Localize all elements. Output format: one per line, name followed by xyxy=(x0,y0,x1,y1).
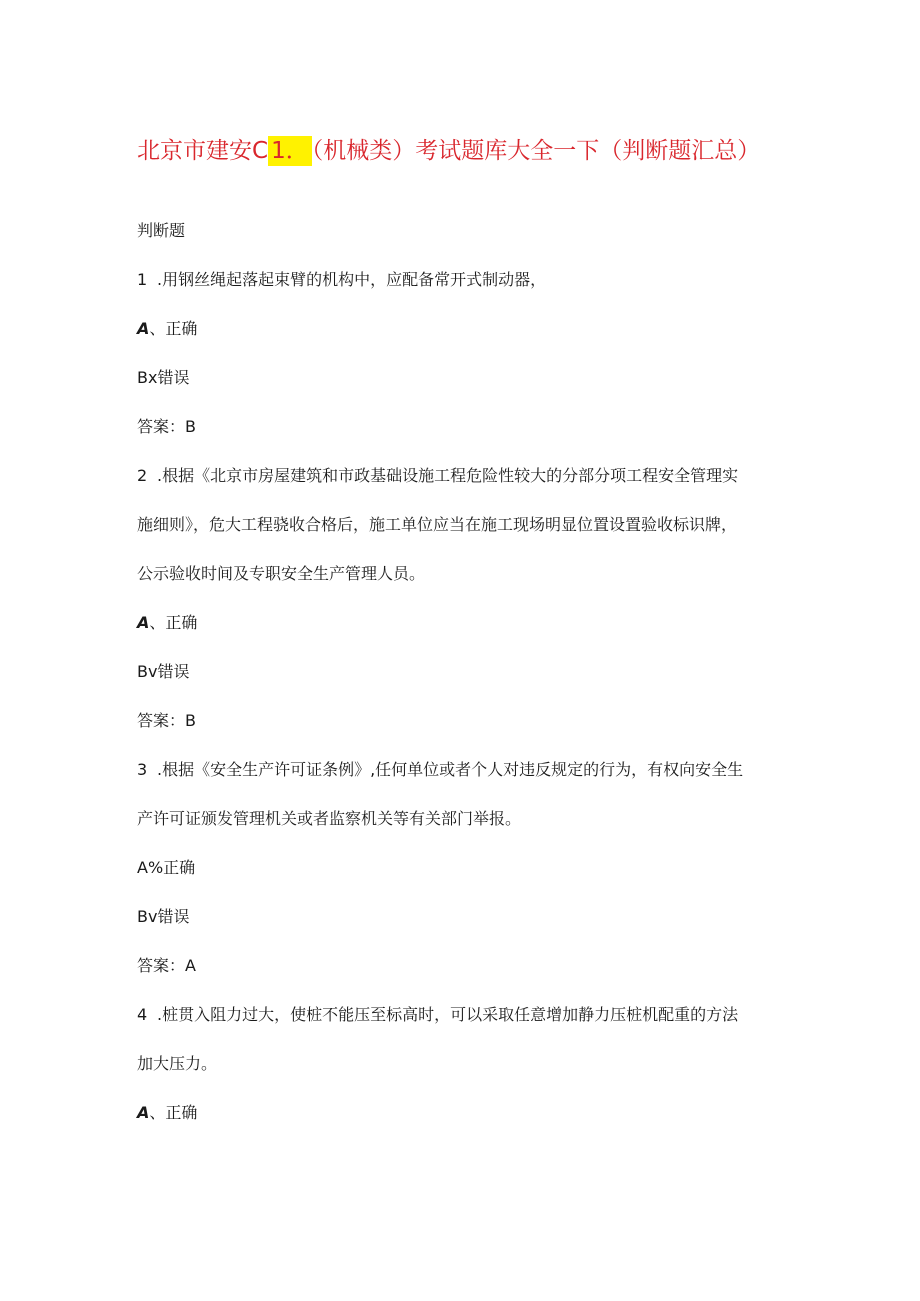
document-title xyxy=(137,133,837,169)
question-3-text-1: .根据《安全生产许可证条例》,任何单位或者个人对违反规定的行为，有权向安全生 xyxy=(157,760,744,779)
question-2-text-1: .根据《北京市房屋建筑和市政基础设施工程危险性较大的分部分项工程安全管理实 xyxy=(157,466,739,485)
question-3-answer: 答案：A xyxy=(137,956,196,975)
question-1-number: 1 xyxy=(137,270,148,289)
question-2-answer: 答案：B xyxy=(137,711,196,730)
question-1-option-a-text: 、正确 xyxy=(149,319,198,338)
question-1-answer: 答案：B xyxy=(137,417,196,436)
question-3-option-a: A%正确 xyxy=(137,858,196,877)
question-3-option-b: Bv错误 xyxy=(137,907,190,926)
question-2-line-1 xyxy=(137,464,738,488)
question-1-option-a xyxy=(137,317,197,341)
question-2-line-3: 公示验收时间及专职安全生产管理人员。 xyxy=(137,564,426,583)
question-4-option-a-text: 、正确 xyxy=(149,1103,198,1122)
question-1-text: .用钢丝绳起落起束臂的机构中，应配备常开式制动器， xyxy=(157,270,547,289)
title-part-1: 北京市建安C xyxy=(137,138,269,164)
question-3-number: 3 xyxy=(137,760,148,779)
question-2-number: 2 xyxy=(137,466,148,485)
question-1-option-b: Bx错误 xyxy=(137,368,190,387)
question-2-option-a-letter: A xyxy=(137,613,150,632)
title-part-2: （机械类）考试题库大全一下（判断题汇总） xyxy=(311,138,761,164)
question-4-option-a xyxy=(137,1101,197,1125)
title-highlight: 1． xyxy=(268,136,312,166)
question-4-number: 4 xyxy=(137,1005,148,1024)
question-3-line-1 xyxy=(137,758,743,782)
question-2-option-a-text: 、正确 xyxy=(149,613,198,632)
question-1-line-1 xyxy=(137,268,546,292)
question-3-line-2: 产许可证颁发管理机关或者监察机关等有关部门举报。 xyxy=(137,809,522,828)
section-heading: 判断题 xyxy=(137,221,186,240)
question-4-line-1 xyxy=(137,1003,738,1027)
question-2-line-2: 施细则》，危大工程骁收合格后，施工单位应当在施工现场明显位置设置验收标识牌， xyxy=(137,515,738,534)
question-2-option-a xyxy=(137,611,197,635)
question-4-text-1: .桩贯入阻力过大，使桩不能压至标高时，可以采取任意增加静力压桩机配重的方法 xyxy=(157,1005,739,1024)
question-4-option-a-letter: A xyxy=(137,1103,150,1122)
question-2-option-b: Bv错误 xyxy=(137,662,190,681)
question-1-option-a-letter: A xyxy=(137,319,150,338)
question-4-line-2: 加大压力。 xyxy=(137,1054,218,1073)
